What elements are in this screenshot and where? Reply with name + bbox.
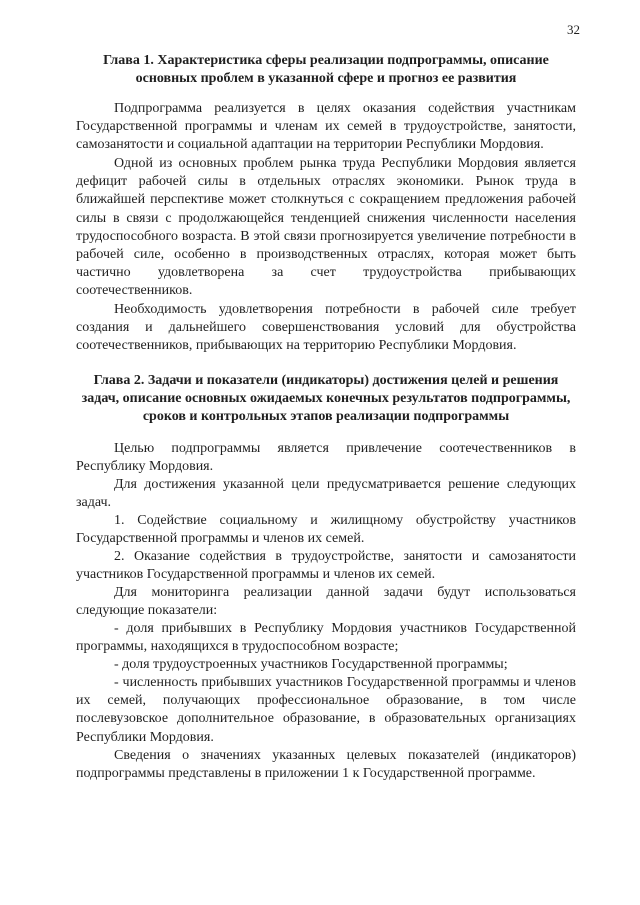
chapter-1-paragraph: Подпрограмма реализуется в целях оказания содействия участникам Государственной программы и членам их семей в трудоустройстве, занятости, самозанятости и социальной адаптации на территории Республики Мордовия. <box>76 101 576 153</box>
chapter-1-paragraph: Необходимость удовлетворения потребности в рабочей силе требует создания и дальнейшего совершенствования условий для обустройства соотечественников, прибывающих на территорию Республики Мордовия. <box>76 302 576 354</box>
chapter-2-paragraph: Для мониторинга реализации данной задачи будут использоваться следующие показатели: <box>76 585 576 619</box>
chapter-2-title: Глава 2. Задачи и показатели (индикаторы) достижения целей и решения задач, описание основных ожидаемых конечных результатов подпрограммы, сроков и контрольных этапов реализации подпрограммы <box>81 373 571 424</box>
indicator-item: - численность прибывших участников Государственной программы и членов их семей, получающих профессиональное образование, в том числе послевузовское дополнительное образование, в образовательных организациях Республики Мордовия. <box>76 675 576 745</box>
chapter-1-title: Глава 1. Характеристика сферы реализации подпрограммы, описание основных проблем в указанной сфере и прогноз ее развития <box>103 53 549 86</box>
page-number: 32 <box>567 22 580 37</box>
task-item: 1. Содействие социальному и жилищному обустройству участников Государственной программы и членов их семей. <box>76 513 576 547</box>
indicator-item: - доля прибывших в Республику Мордовия участников Государственной программы, находящихся в трудоспособном возрасте; <box>76 621 576 655</box>
task-item: 2. Оказание содействия в трудоустройстве, занятости и самозанятости участников Государственной программы и членов их семей. <box>76 549 576 583</box>
chapter-2-paragraph: Сведения о значениях указанных целевых показателей (индикаторов) подпрограммы представлены в приложении 1 к Государственной программе. <box>76 748 576 782</box>
chapter-1-paragraph: Одной из основных проблем рынка труда Республики Мордовия является дефицит рабочей силы в отдельных отраслях экономики. Рынок труда в ближайшей перспективе может столкнуться с сокращением предложения рабочей силы в связи с продолжающейся тенденцией снижения численности населения трудоспособного возраста. В этой связи прогнозируется увеличение потребности в рабочей силе, особенно в производственных отраслях, которая может быть частично удовлетворена за счет трудоустройства прибывающих соотечественников. <box>76 156 576 299</box>
chapter-2-paragraph: Для достижения указанной цели предусматривается решение следующих задач. <box>76 477 576 511</box>
indicator-item: - доля трудоустроенных участников Государственной программы; <box>114 657 508 672</box>
chapter-2-paragraph: Целью подпрограммы является привлечение соотечественников в Республику Мордовия. <box>76 441 576 475</box>
